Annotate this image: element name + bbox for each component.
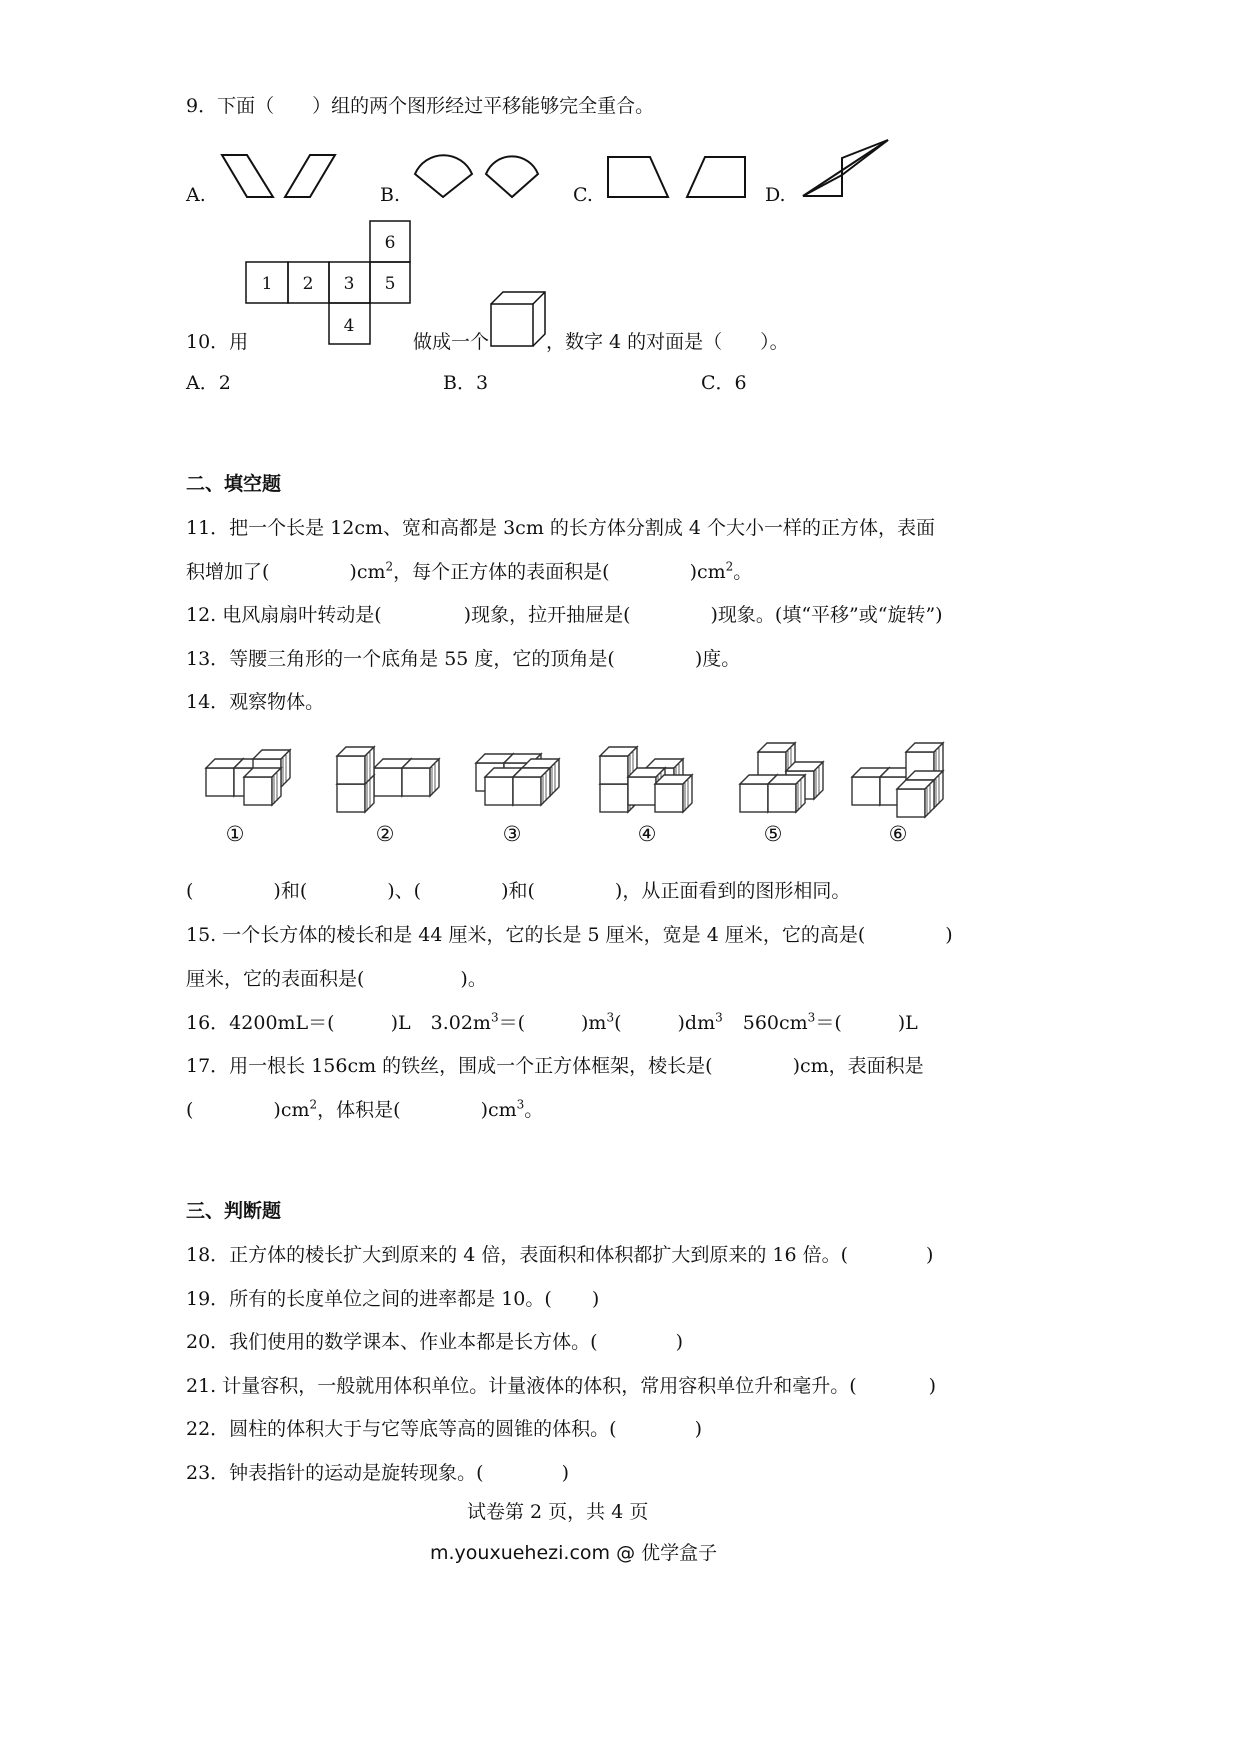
q20: 20．我们使用的数学课本、作业本都是长方体。( ): [186, 1331, 684, 1353]
q10-pre: 10．用: [186, 331, 249, 353]
q14-figure-2: [337, 747, 439, 812]
q10-mid: 做成一个: [413, 331, 490, 353]
section2-title: 二、填空题: [186, 473, 282, 495]
q10-option-a[interactable]: A．2: [186, 372, 231, 394]
section3-title: 三、判断题: [186, 1200, 282, 1222]
net-digit-2: 2: [302, 274, 314, 294]
net-digit-4: 4: [343, 316, 355, 336]
q10-option-b[interactable]: B．3: [443, 372, 489, 394]
q21: 21. 计量容积，一般就用体积单位。计量液体的体积，常用容积单位升和毫升。( ): [186, 1375, 937, 1397]
q9-option-a[interactable]: A.: [186, 184, 206, 206]
q14-label-1: ①: [225, 822, 245, 846]
q22: 22．圆柱的体积大于与它等底等高的圆锥的体积。( ): [186, 1418, 703, 1440]
q17-line1: 17．用一根长 156cm 的铁丝，围成一个正方体框架，棱长是( )cm，表面积是: [186, 1055, 924, 1077]
net-digit-5: 5: [384, 274, 396, 294]
q14-stem: 14．观察物体。: [186, 691, 325, 713]
page-footer: 试卷第 2 页，共 4 页: [467, 1501, 649, 1523]
q14-figure-5: [740, 743, 823, 812]
q14-figure-4: [600, 747, 692, 812]
q19: 19．所有的长度单位之间的进率都是 10。( ): [186, 1288, 600, 1310]
q14-figures: [0, 0, 1241, 860]
q14-label-3: ③: [502, 822, 522, 846]
q14-label-4: ④: [637, 822, 657, 846]
q15-line2: 厘米，它的表面积是( )。: [186, 968, 487, 990]
q10-post: ，数字 4 的对面是（ ）。: [546, 331, 789, 353]
q14-figure-3: [476, 754, 559, 805]
q10-option-c[interactable]: C．6: [701, 372, 747, 394]
q9-option-b[interactable]: B.: [380, 184, 401, 206]
q9-stem: 9．下面（ ）组的两个图形经过平移能够完全重合。: [186, 95, 655, 117]
q17-line2: ( )$cm^2$，体积是( )$cm^3$。: [186, 1097, 544, 1121]
q14-figure-6: [852, 743, 943, 817]
q16: 16．4200mL＝( )L $3.02m^3=$( )$m^3$( )$dm^3$ $560cm^3=$( )L: [186, 1010, 918, 1034]
q12: 12. 电风扇扇叶转动是( )现象，拉开抽屉是( )现象。(填“平移”或“旋转”): [186, 604, 943, 626]
q14-label-2: ②: [375, 822, 395, 846]
q14-answer: ( )和( )、( )和( )，从正面看到的图形相同。: [186, 880, 851, 902]
q23: 23．钟表指针的运动是旋转现象。( ): [186, 1462, 570, 1484]
q11-line2: 积增加了( )$cm^2$，每个正方体的表面积是( )$cm^2$。: [186, 559, 753, 583]
q13: 13．等腰三角形的一个底角是 55 度，它的顶角是( )度。: [186, 648, 741, 670]
watermark: m.youxuehezi.com @ 优学盒子: [430, 1542, 718, 1564]
net-digit-3: 3: [343, 274, 355, 294]
q15-line1: 15. 一个长方体的棱长和是 44 厘米，它的长是 5 厘米，宽是 4 厘米，它的高是( ): [186, 924, 953, 946]
q18: 18．正方体的棱长扩大到原来的 4 倍，表面积和体积都扩大到原来的 16 倍。( ): [186, 1244, 934, 1266]
net-digit-6: 6: [384, 233, 396, 253]
q14-figure-1: [206, 750, 290, 805]
q9-option-d[interactable]: D.: [765, 184, 786, 206]
q9-option-c[interactable]: C.: [573, 184, 593, 206]
q14-label-6: ⑥: [888, 822, 908, 846]
q11-line1: 11．把一个长是 12cm、宽和高都是 3cm 的长方体分割成 4 个大小一样的正方体，表面: [186, 517, 936, 539]
net-digit-1: 1: [261, 274, 273, 294]
q14-label-5: ⑤: [763, 822, 783, 846]
